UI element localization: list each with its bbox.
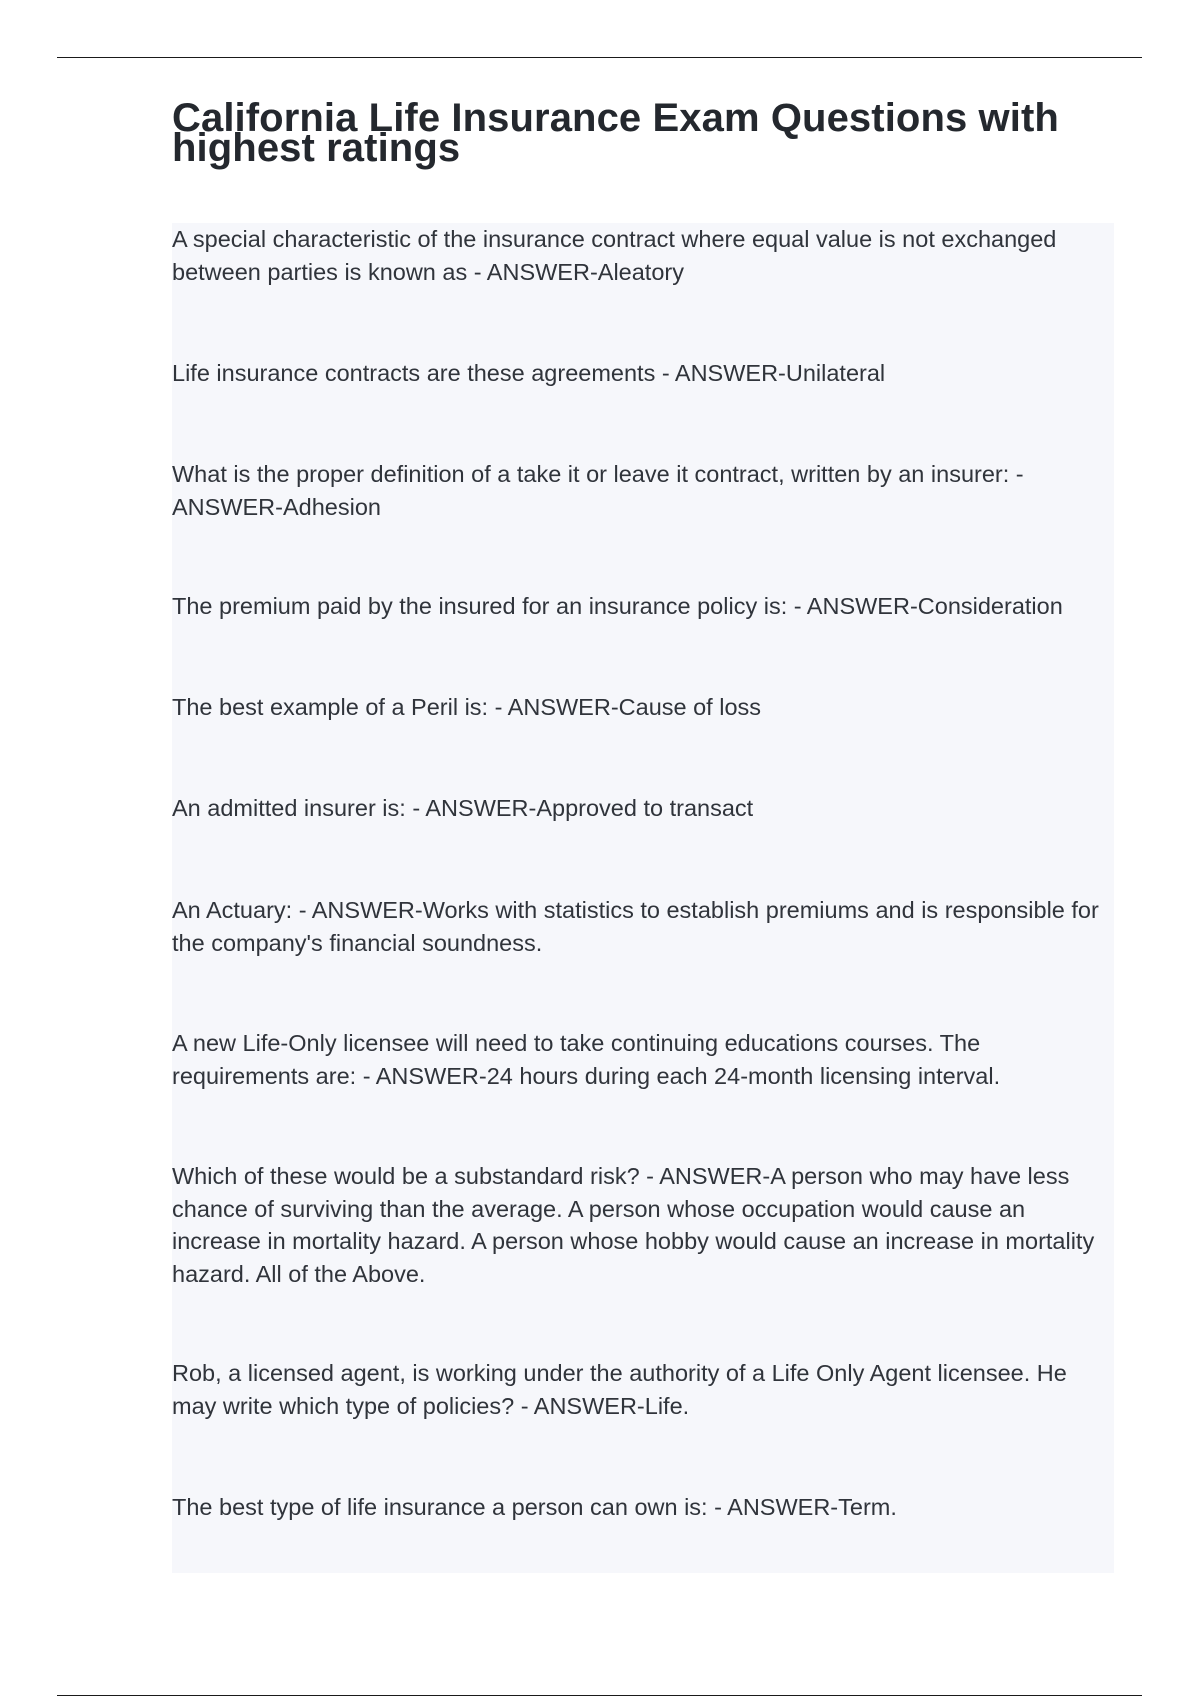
qa-item: A special characteristic of the insurance contract where equal value is not exchanged between parties is known as - ANSWER-Aleatory <box>172 226 1057 285</box>
qa-item: What is the proper definition of a take it or leave it contract, written by an insurer: - ANSWER-Adhesion <box>172 461 1024 520</box>
qa-item: Rob, a licensed agent, is working under the authority of a Life Only Agent licensee. He may write which type of policies? - ANSWER-Life. <box>172 1360 1067 1419</box>
qa-item: The best type of life insurance a person can own is: - ANSWER-Term. <box>172 1494 897 1520</box>
qa-list <box>172 223 1114 1573</box>
qa-item: An admitted insurer is: - ANSWER-Approved to transact <box>172 795 754 821</box>
bottom-divider <box>57 1695 1142 1696</box>
qa-item: The best example of a Peril is: - ANSWER-Cause of loss <box>172 694 762 720</box>
qa-item: A new Life-Only licensee will need to take continuing educations courses. The requirements are: - ANSWER-24 hours during each 24-month licensing interval. <box>172 1030 1001 1089</box>
qa-item: Life insurance contracts are these agreements - ANSWER-Unilateral <box>172 360 886 386</box>
page-title: California Life Insurance Exam Questions with highest ratings <box>172 96 1059 170</box>
top-divider <box>57 57 1142 58</box>
qa-item: An Actuary: - ANSWER-Works with statistics to establish premiums and is responsible for the company's financial soundness. <box>172 897 1099 956</box>
qa-item: The premium paid by the insured for an insurance policy is: - ANSWER-Consideration <box>172 593 1063 619</box>
qa-item: Which of these would be a substandard risk? - ANSWER-A person who may have less chance of surviving than the average. A person whose occupation would cause an increase in mortality hazard. A person whose hobby would cause an increase in mortality hazard. All of the Above. <box>172 1163 1095 1287</box>
